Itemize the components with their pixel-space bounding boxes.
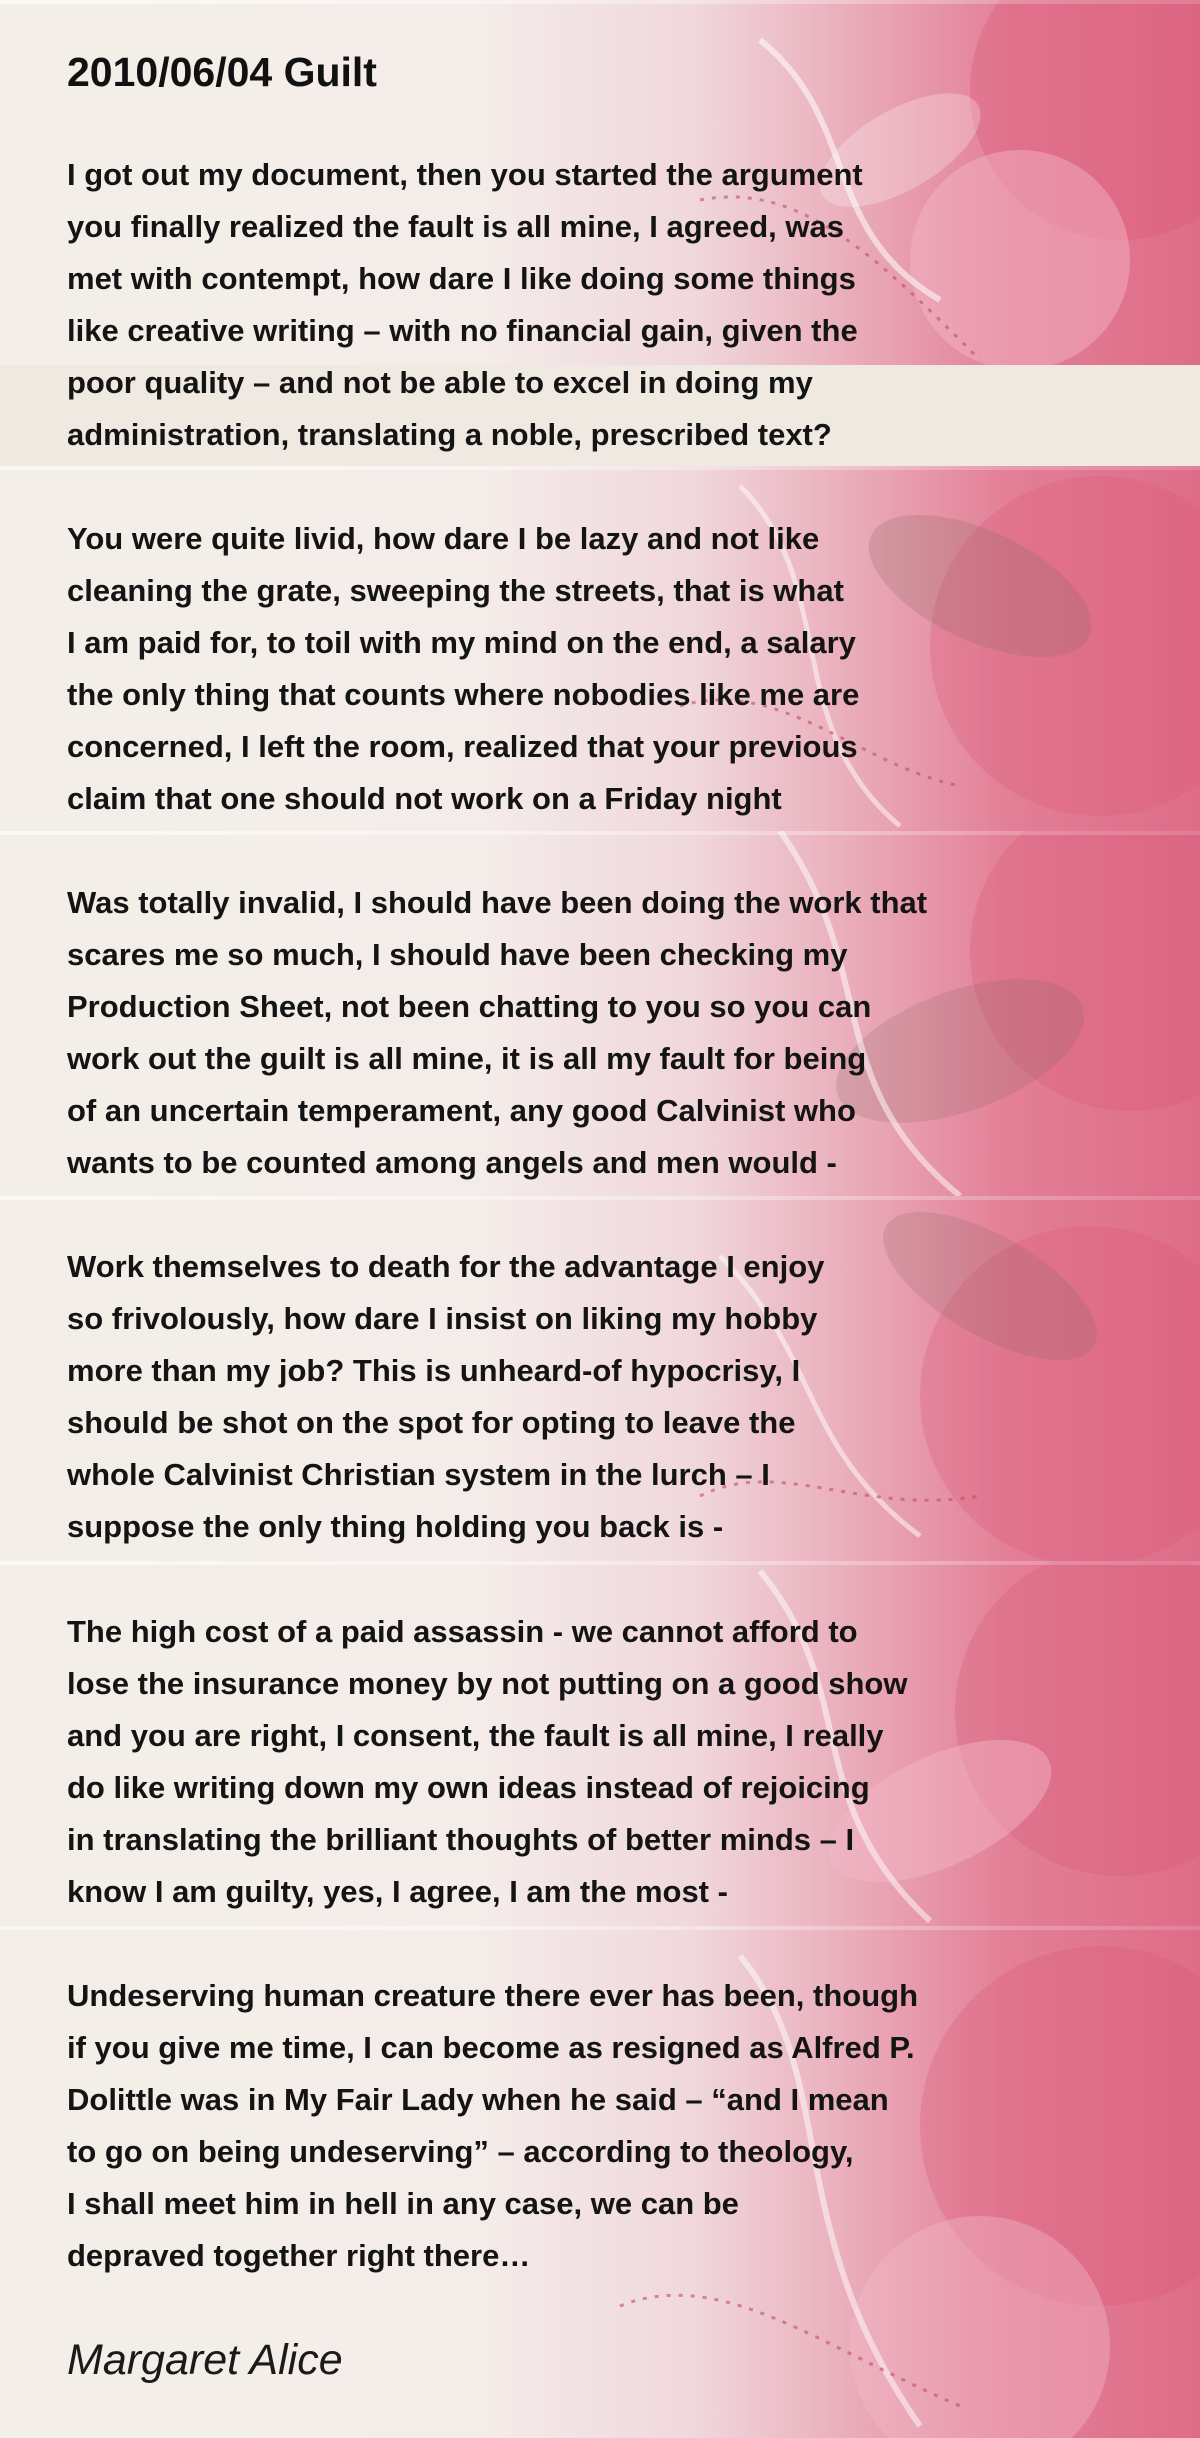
poem-line: wants to be counted among angels and men would - bbox=[67, 1145, 837, 1180]
poem-line: The high cost of a paid assassin - we cannot afford to bbox=[67, 1614, 858, 1649]
poem-line: more than my job? This is unheard-of hypocrisy, I bbox=[67, 1353, 801, 1388]
poem-line: I got out my document, then you started the argument bbox=[67, 157, 863, 192]
poem-line: Was totally invalid, I should have been doing the work that bbox=[67, 885, 928, 920]
poem-line: if you give me time, I can become as resigned as Alfred P. bbox=[67, 2030, 915, 2065]
poem-line: Work themselves to death for the advantage I enjoy bbox=[67, 1249, 825, 1284]
poem-line: I am paid for, to toil with my mind on the end, a salary bbox=[67, 625, 856, 660]
poem-line: Dolittle was in My Fair Lady when he said – “and I mean bbox=[67, 2082, 889, 2117]
poem-line: scares me so much, I should have been checking my bbox=[67, 937, 848, 972]
poem-line: I shall meet him in hell in any case, we can be bbox=[67, 2186, 739, 2221]
poem-line: the only thing that counts where nobodies like me are bbox=[67, 677, 860, 712]
poem-line: Production Sheet, not been chatting to you so you can bbox=[67, 989, 872, 1024]
poem-line: whole Calvinist Christian system in the lurch – I bbox=[67, 1457, 770, 1492]
poem-line: so frivolously, how dare I insist on liking my hobby bbox=[67, 1301, 818, 1336]
poem-line: like creative writing – with no financial gain, given the bbox=[67, 313, 858, 348]
poem-line: You were quite livid, how dare I be lazy and not like bbox=[67, 521, 820, 556]
poem-line: Undeserving human creature there ever has been, though bbox=[67, 1978, 919, 2013]
stanza-5 bbox=[67, 1606, 1067, 1918]
stanza-6 bbox=[67, 1970, 1067, 2282]
poem-line: suppose the only thing holding you back is - bbox=[67, 1509, 724, 1544]
poem-line: claim that one should not work on a Friday night bbox=[67, 781, 782, 816]
stanza-3 bbox=[67, 877, 1067, 1189]
poem-line: concerned, I left the room, realized that your previous bbox=[67, 729, 858, 764]
stanza-4 bbox=[67, 1241, 1067, 1553]
poem-line: should be shot on the spot for opting to leave the bbox=[67, 1405, 796, 1440]
poem-line: lose the insurance money by not putting on a good show bbox=[67, 1666, 908, 1701]
poem-line: of an uncertain temperament, any good Calvinist who bbox=[67, 1093, 856, 1128]
poem-line: you finally realized the fault is all mine, I agreed, was bbox=[67, 209, 844, 244]
poem-line: to go on being undeserving” – according to theology, bbox=[67, 2134, 854, 2169]
poem-line: and you are right, I consent, the fault is all mine, I really bbox=[67, 1718, 884, 1753]
poem-line: in translating the brilliant thoughts of better minds – I bbox=[67, 1822, 855, 1857]
stanza-1 bbox=[67, 149, 1067, 461]
poem-line: depraved together right there… bbox=[67, 2238, 531, 2273]
poem-line: met with contempt, how dare I like doing some things bbox=[67, 261, 856, 296]
poem-author: Margaret Alice bbox=[67, 2336, 343, 2384]
poem-line: cleaning the grate, sweeping the streets, that is what bbox=[67, 573, 844, 608]
poem-line: administration, translating a noble, prescribed text? bbox=[67, 417, 832, 452]
poem-line: work out the guilt is all mine, it is all my fault for being bbox=[67, 1041, 867, 1076]
poem-line: know I am guilty, yes, I agree, I am the most - bbox=[67, 1874, 728, 1909]
poem-line: poor quality – and not be able to excel in doing my bbox=[67, 365, 813, 400]
poem-title: 2010/06/04 Guilt bbox=[67, 49, 377, 95]
stanza-2 bbox=[67, 513, 1067, 825]
poem-line: do like writing down my own ideas instead of rejoicing bbox=[67, 1770, 870, 1805]
